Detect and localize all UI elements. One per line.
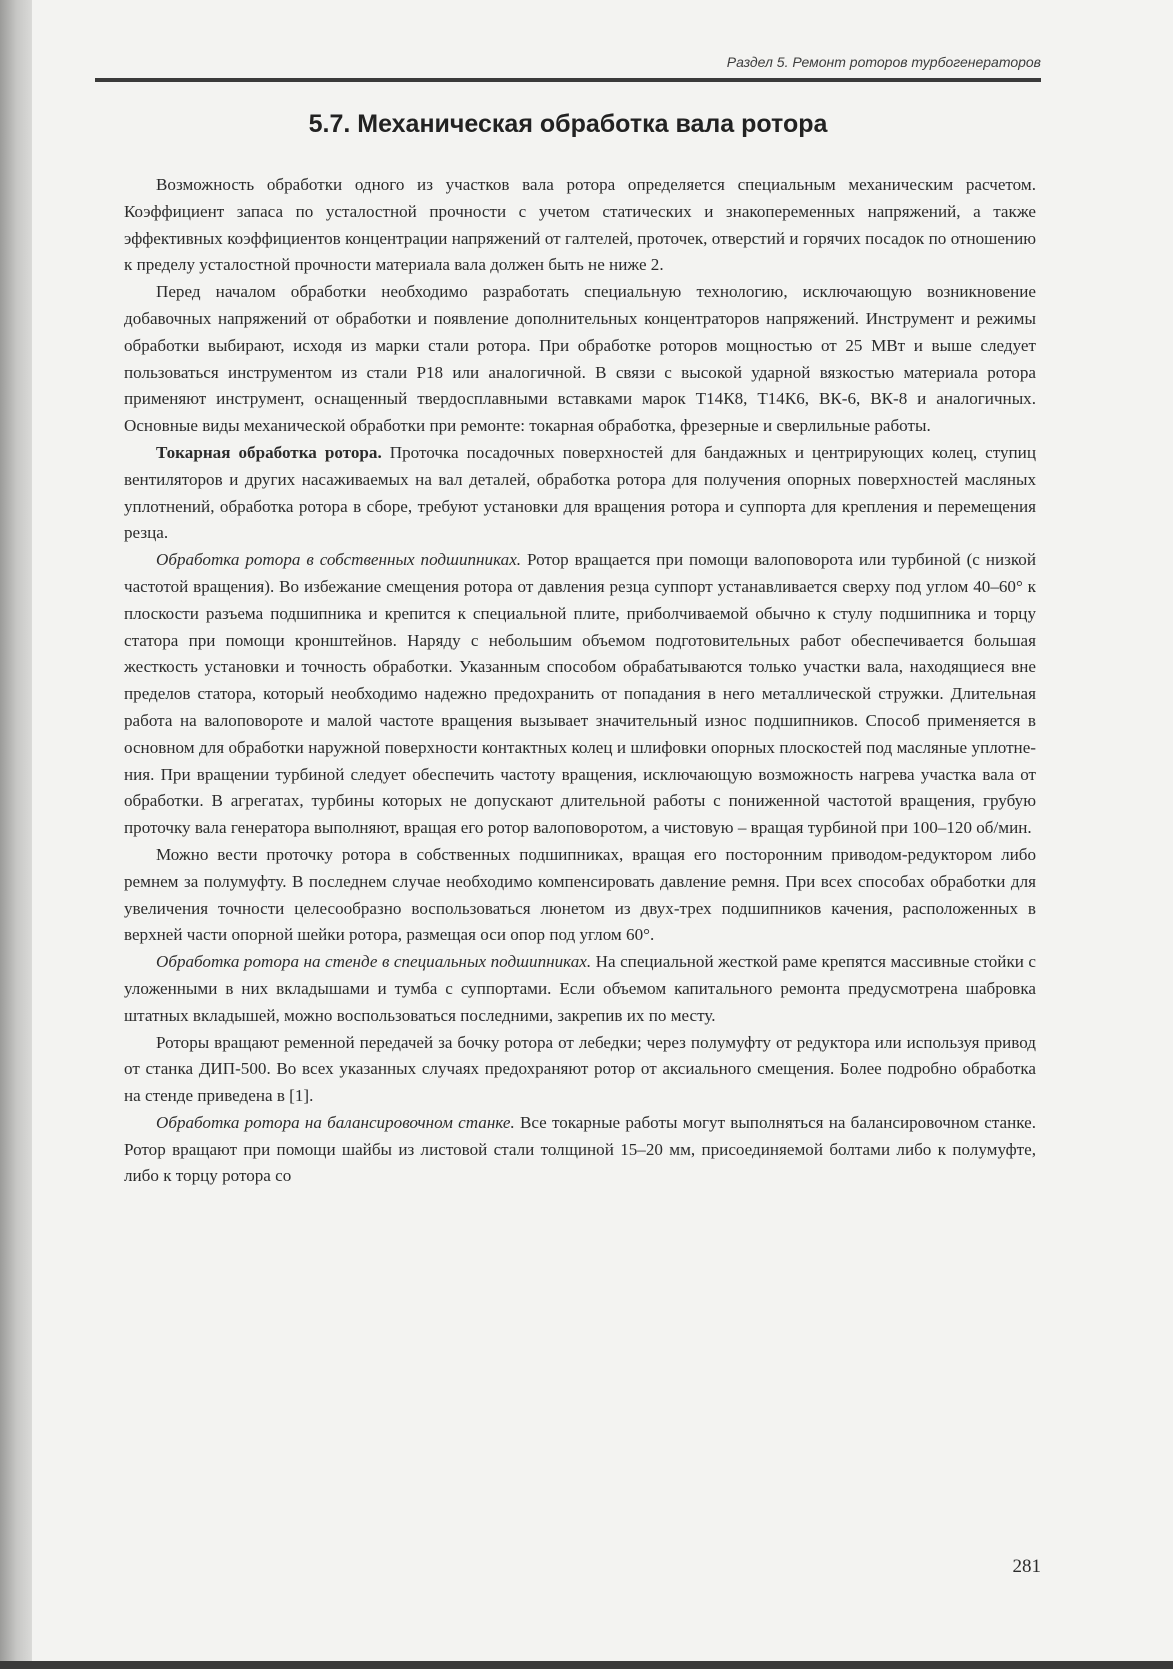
header-rule bbox=[95, 78, 1041, 82]
paragraph-3 bbox=[124, 440, 1036, 547]
paragraph-text: Проточка посадочных поверхностей для бандажных и центрирующих колец, ступиц вентиляторов и других насаживаемых на вал деталей, обработка ротора для получения опорных поверхностей масляных уплотнений, обработка ротора в сборе, требуют установки для вращения ротора и суппорта для крепления и перемещения резца. bbox=[124, 442, 1036, 543]
paragraph-7 bbox=[124, 1030, 1036, 1110]
paragraph-5 bbox=[124, 842, 1036, 949]
page-number: 281 bbox=[1012, 1556, 1041, 1577]
scan-bottom-edge bbox=[0, 1661, 1173, 1669]
paragraph-8 bbox=[124, 1110, 1036, 1190]
paragraph-lead-bold: Токарная обработка ротора. bbox=[156, 442, 382, 462]
paragraph-2 bbox=[124, 279, 1036, 440]
paragraph-text: Можно вести проточку ротора в собственных подшипниках, вращая его посторонним приводом-редуктором либо ремнем за полумуфту. В последнем случае необходимо компенсировать давление ремня. При всех способах обработки для увеличения точности целесообразно воспользоваться люнетом из двух-трех подшипников качения, расположенных в верхней части опорной шейки ротора, размещая оси опор под углом 60°. bbox=[124, 844, 1036, 945]
paragraph-6 bbox=[124, 949, 1036, 1029]
paragraph-text: Перед началом обработки необходимо разработать специальную технологию, исключающую возникновение добавочных напряжений от обработки и появление дополнительных концентраторов напряжений. Инструмент и режимы обработки выбирают, исходя из марки стали ротора. При обработке роторов мощностью от 25 МВт и выше следует пользоваться инструментом из стали Р18 или аналогичной. В связи с высокой ударной вязкостью материала ротора применяют инструмент, оснащенный твердосплавными вставками марок Т14К8, Т14К6, ВК-6, ВК-8 и аналогичных. Основные виды механической обработки при ремонте: токарная обработка, фрезерные и сверлильные работы. bbox=[124, 282, 1036, 436]
paragraph-1 bbox=[124, 172, 1036, 279]
paragraph-text: На специальной жесткой раме крепятся массивные стойки с уложенными в них вкладышами и тумба с суппортами. Если объемом капитального ремонта предусмотрена шабровка штатных вкладышей, можно воспользоваться последними, закрепив их по месту. bbox=[124, 952, 1036, 1025]
body-text bbox=[124, 172, 1036, 1190]
paragraph-lead-italic: Обработка ротора на балансировочном станке. bbox=[156, 1112, 515, 1132]
paragraph-text: Возможность обработки одного из участков вала ротора определяется специальным механическим расчетом. Коэффициент запаса по усталостной прочности с учетом статических и знакопеременных напряжений, а также эффективных коэффициентов концентрации напряжений от галтелей, проточек, отверстий и горячих посадок по отношению к пределу усталостной прочности материала вала должен быть не ниже 2. bbox=[124, 175, 1036, 275]
paragraph-text: Ротор вращается при помощи валоповорота или турбиной (с низкой частотой вращения). Во избежание смещения ротора от давления резца суппорт устанавливается сверху под углом 40–60° к плоскости разъема подшипника и крепится к специальной плите, приболчиваемой обычно к стулу подшипника и торцу статора при помощи кронштейнов. Наряду с небольшим объемом подготовительных работ обеспечивается большая жесткость установки и точность обработки. Указанным способом обрабатываются только участки вала, находящиеся вне пределов статора, который необходимо надежно предохранить от попадания в него металлической стружки. Длительная работа на валоповороте и малой частоте вращения вызывает значительный износ подшипников. Способ применяется в основном для обработки наружной поверхности контактных колец и шлифовки опорных плоскостей под масляные уплотнения. При вращении турбиной следует обеспечить частоту вращения, исключающую возможность нагрева участка вала от обработки. В агрегатах, турбины которых не допускают длительной работы с пониженной частотой вращения, грубую проточку вала генератора выполняют, вращая его ротор валоповоротом, а чистовую – вращая турбиной при 100–120 об/мин. bbox=[124, 550, 1036, 838]
paragraph-lead-italic: Обработка ротора в собственных подшипниках. bbox=[156, 550, 522, 570]
paragraph-lead-italic: Обработка ротора на стенде в специальных подшипниках. bbox=[156, 952, 592, 972]
paragraph-text: Роторы вращают ременной передачей за бочку ротора от лебедки; через полумуфту от редуктора или используя привод от станка ДИП-500. Во всех указанных случаях предохраняют ротор от аксиального смещения. Более подробно обработка на стенде приведена в [1]. bbox=[124, 1032, 1036, 1106]
paragraph-4 bbox=[124, 547, 1036, 842]
running-head: Раздел 5. Ремонт роторов турбогенераторов bbox=[726, 54, 1041, 70]
paragraph-text: Все токарные работы могут выполняться на балансировочном станке. Ротор вращают при помощи шайбы из листовой стали толщиной 15–20 мм, присоединяемой болтами либо к полумуфте, либо к торцу ротора со bbox=[124, 1112, 1036, 1186]
section-title: 5.7. Механическая обработка вала ротора bbox=[308, 110, 828, 138]
